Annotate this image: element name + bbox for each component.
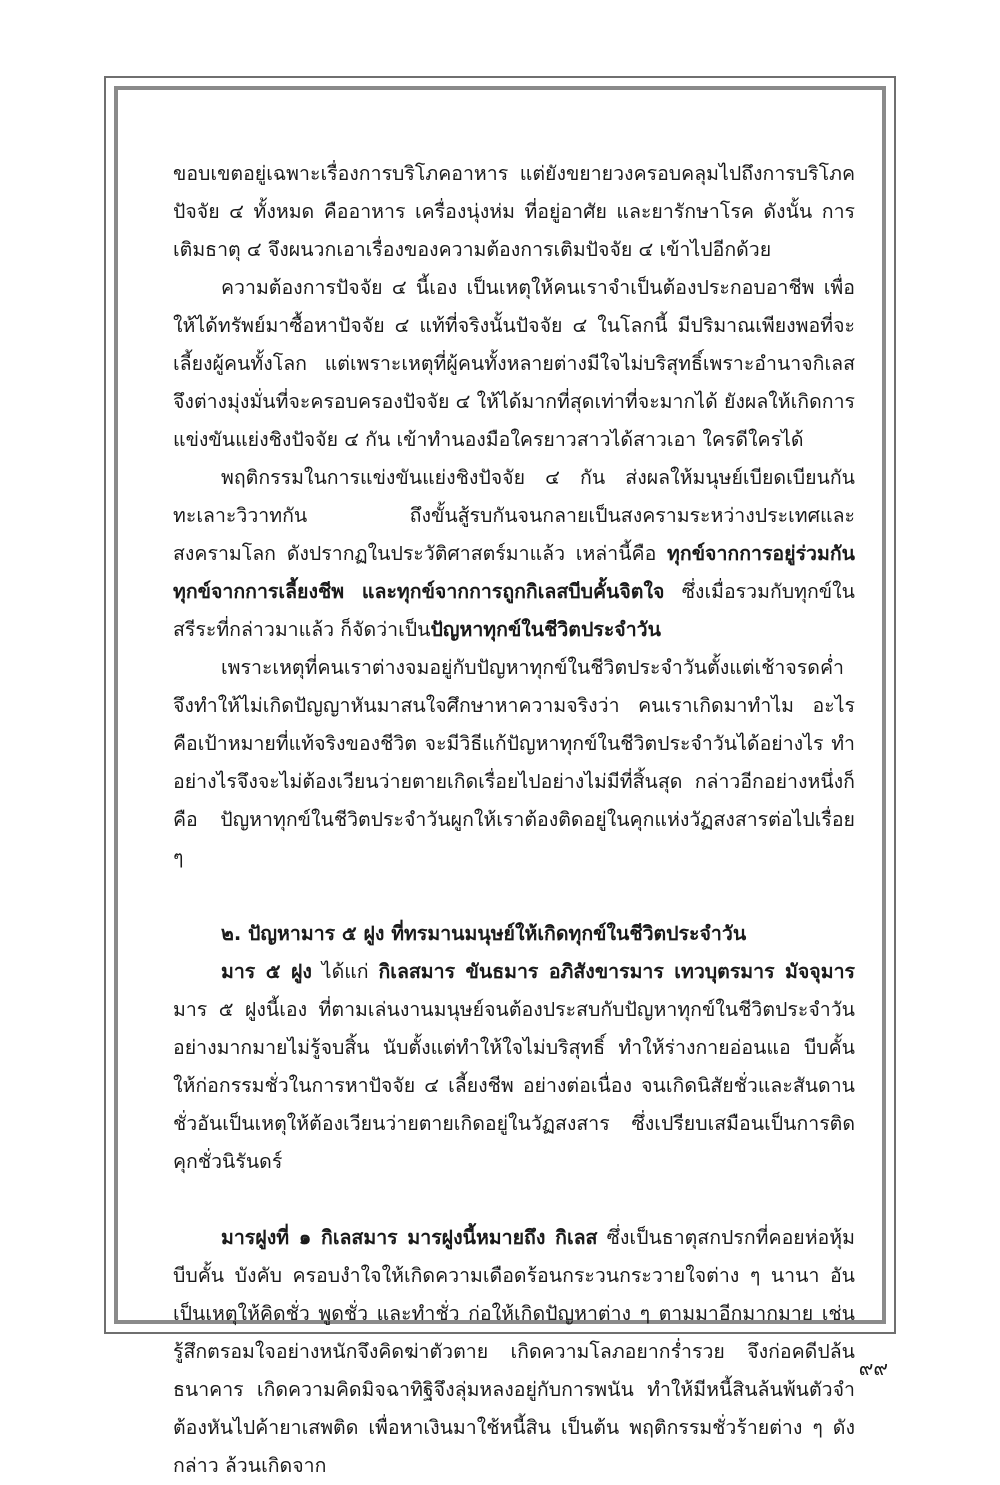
paragraph-4-text: เพราะเหตุที่คนเราต่างจมอยู่กับปัญหาทุกข์ในชีวิตประจำวันตั้งแต่เช้าจรดค่ำ จึงทำให้ไม่เกิดปัญญาหันมาสนใจศึกษาหาความจริงว่า คนเราเกิดมาทำไม อะไรคือเป้าหมายที่แท้จริงของชีวิต จะมีวิธีแก้ปัญหาทุกข์ในชีวิตประจำวันได้อย่างไร ทำอย่างไรจึงจะไม่ต้องเวียนว่ายตายเกิดเรื่อยไปอย่างไม่มีที่สิ้นสุด กล่าวอีกอย่างหนึ่งก็คือ ปัญหาทุกข์ในชีวิตประจำวันผูกให้เราต้องติดอยู่ในคุกแห่งวัฏสงสารต่อไปเรื่อย ๆ [173,656,855,869]
paragraph-1 [173,155,855,269]
paragraph-3-text-b: ซึ่งเมื่อรวมกับทุกข์ในสรีระที่กล่าวมาแล้ว ก็จัดว่าเป็น [173,580,855,641]
paragraph-2-text: ความต้องการปัจจัย ๔ นี้เอง เป็นเหตุให้คนเราจำเป็นต้องประกอบอาชีพ เพื่อให้ได้ทรัพย์มาซื้อหาปัจจัย ๔ แท้ที่จริงนั้นปัจจัย ๔ ในโลกนี้ มีปริมาณเพียงพอที่จะเลี้ยงผู้คนทั้งโลก แต่เพราะเหตุที่ผู้คนทั้งหลายต่างมีใจไม่บริสุทธิ์เพราะอำนาจกิเลส จึงต่างมุ่งมั่นที่จะครอบครองปัจจัย ๔ ให้ได้มากที่สุดเท่าที่จะมากได้ ยังผลให้เกิดการแข่งขันแย่งชิงปัจจัย ๔ กัน เข้าทำนองมือใครยาวสาวได้สาวเอา ใครดีใครได้ [173,276,856,451]
section-2-bold-list: กิเลสมาร ขันธมาร อภิสังขารมาร เทวบุตรมาร มัจจุมาร [378,960,856,983]
mara-1-text: ซึ่งเป็นธาตุสกปรกที่คอยห่อหุ้มบีบคั้น บังคับ ครอบงำใจให้เกิดความเดือดร้อนกระวนกระวายใจต่าง ๆ นานา อันเป็นเหตุให้คิดชั่ว พูดชั่ว และทำชั่ว ก่อให้เกิดปัญหาต่าง ๆ ตามมาอีกมากมาย เช่น รู้สึกตรอมใจอย่างหนักจึงคิดฆ่าตัวตาย เกิดความโลภอยากร่ำรวย จึงก่อคดีปล้นธนาคาร เกิดความคิดมิจฉาทิฐิจึงลุ่มหลงอยู่กับการพนัน ทำให้มีหนี้สินล้นพ้นตัวจำต้องหันไปค้ายาเสพติด เพื่อหาเงินมาใช้หนี้สิน เป็นต้น พฤติกรรมชั่วร้ายต่าง ๆ ดังกล่าว ล้วนเกิดจาก [173,1226,855,1477]
paragraph-3-bold-b: ปัญหาทุกข์ในชีวิตประจำวัน [430,618,661,641]
mara-1-bold: มารฝูงที่ ๑ กิเลสมาร มารฝูงนี้หมายถึง กิเลส [221,1226,598,1249]
mara-1-paragraph [173,1219,855,1485]
paragraph-1-text: ขอบเขตอยู่เฉพาะเรื่องการบริโภคอาหาร แต่ยังขยายวงครอบคลุมไปถึงการบริโภคปัจจัย ๔ ทั้งหมด คืออาหาร เครื่องนุ่งห่ม ที่อยู่อาศัย และยารักษาโรค ดังนั้น การเติมธาตุ ๔ จึงผนวกเอาเรื่องของความต้องการเติมปัจจัย ๔ เข้าไปอีกด้วย [173,162,855,261]
section-2-text-b: มาร ๕ ฝูงนี้เอง ที่ตามเล่นงานมนุษย์จนต้องประสบกับปัญหาทุกข์ในชีวิตประจำวันอย่างมากมายไม่รู้จบสิ้น นับตั้งแต่ทำให้ใจไม่บริสุทธิ์ ทำให้ร่างกายอ่อนแอ บีบคั้นให้ก่อกรรมชั่วในการหาปัจจัย ๔ เลี้ยงชีพ อย่างต่อเนื่อง จนเกิดนิสัยชั่วและสันดานชั่วอันเป็นเหตุให้ต้องเวียนว่ายตายเกิดอยู่ในวัฏสงสาร ซึ่งเปรียบเสมือนเป็นการติดคุกชั่วนิรันดร์ [173,998,855,1173]
paragraph-3-bold-a: ทุกข์จากการอยู่ร่วมกัน ทุกข์จากการเลี้ยงชีพ และทุกข์จากการถูกกิเลสบีบคั้นจิตใจ [173,542,855,603]
section-2-paragraph [173,953,855,1181]
page-number: ๙๙ [858,1356,888,1380]
section-2-heading: ๒. ปัญหามาร ๕ ฝูง ที่ทรมานมนุษย์ให้เกิดทุกข์ในชีวิตประจำวัน [221,922,747,945]
section-2-bold-intro: มาร ๕ ฝูง [221,960,312,983]
paragraph-3-text-a: พฤติกรรมในการแข่งขันแย่งชิงปัจจัย ๔ กัน ส่งผลให้มนุษย์เบียดเบียนกัน ทะเลาะวิวาทกัน ถึงขั้นสู้รบกันจนกลายเป็นสงครามระหว่างประเทศและสงครามโลก ดังปรากฏในประวัติศาสตร์มาแล้ว เหล่านี้คือ [173,466,855,565]
paragraph-2 [173,269,855,459]
paragraph-3 [173,459,855,649]
section-2-text-a: ได้แก่ [311,960,379,983]
paragraph-4 [173,649,855,877]
page-body [173,155,855,1485]
